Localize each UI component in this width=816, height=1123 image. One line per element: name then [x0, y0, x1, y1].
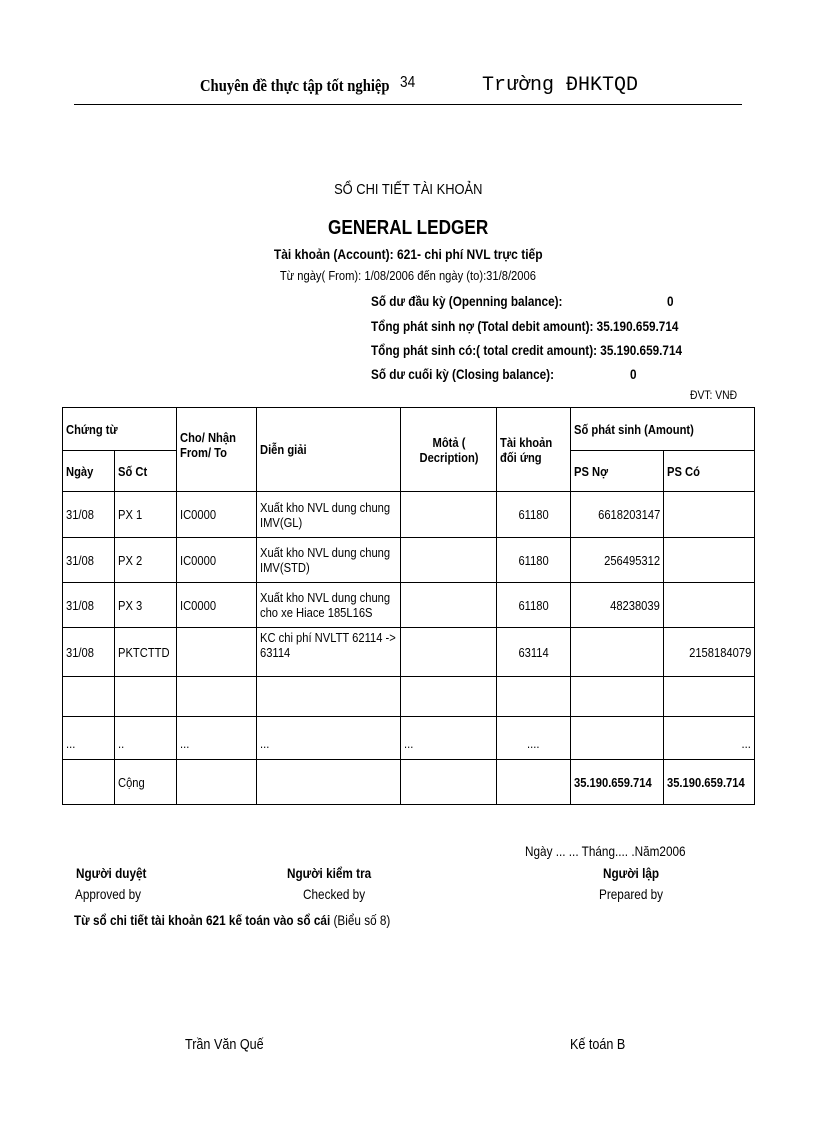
- cell-description: Xuất kho NVL dung chung IMV(GL): [257, 492, 401, 538]
- header-note: Môtả ( Decription): [401, 408, 497, 492]
- cell-description: ...: [257, 717, 401, 760]
- cell-date: 31/08: [63, 492, 115, 538]
- cell-debit: [571, 628, 664, 677]
- total-debit-line: Tổng phát sinh nợ (Total debit amount): 35.190.659.714: [371, 318, 679, 334]
- cell-voucher-no: PX 3: [115, 583, 177, 628]
- cell-account: 61180: [497, 492, 571, 538]
- table-row: [63, 538, 755, 583]
- header-credit: PS Có: [664, 451, 755, 492]
- cell-date: 31/08: [63, 583, 115, 628]
- header-from-to: Cho/ Nhận From/ To: [177, 408, 257, 492]
- cell-credit: [664, 583, 755, 628]
- header-date: Ngày: [63, 451, 115, 492]
- checker-en: Checked by: [303, 886, 366, 902]
- cell-voucher-no: [115, 677, 177, 717]
- cell-description: Xuất kho NVL dung chung IMV(STD): [257, 538, 401, 583]
- closing-balance-value: 0: [630, 366, 637, 382]
- cell-credit: [664, 492, 755, 538]
- cell-account: ....: [497, 717, 571, 760]
- table-row: [63, 717, 755, 760]
- table-row: [63, 492, 755, 538]
- table-row: [63, 583, 755, 628]
- opening-balance-value: 0: [667, 293, 674, 309]
- cell-voucher-no: PX 1: [115, 492, 177, 538]
- cell-from-to: IC0000: [177, 583, 257, 628]
- cell-debit: [571, 717, 664, 760]
- ledger-title-en: GENERAL LEDGER: [327, 217, 489, 239]
- closing-balance-label: Số dư cuối kỳ (Closing balance):: [371, 366, 554, 382]
- cell-description: Xuất kho NVL dung chung cho xe Hiace 185L16S: [257, 583, 401, 628]
- cell-credit: [664, 677, 755, 717]
- cell-account: 63114: [497, 628, 571, 677]
- cell-date: ...: [63, 717, 115, 760]
- cell-debit: 48238039: [571, 583, 664, 628]
- header-left-title: Chuyên đề thực tập tốt nghiệp: [200, 76, 390, 95]
- opening-balance-label: Số dư đầu kỳ (Openning balance):: [371, 293, 563, 309]
- date-line: Ngày ... ... Tháng.... .Năm2006: [525, 843, 686, 859]
- cell-credit: 2158184079: [664, 628, 755, 677]
- cell-credit: ...: [664, 717, 755, 760]
- preparer-en: Prepared by: [599, 886, 664, 902]
- total-row: [63, 760, 755, 805]
- cell-voucher-no: PKTCTTD: [115, 628, 177, 677]
- approver-vn: Người duyệt: [76, 865, 147, 881]
- header-debit: PS Nợ: [571, 451, 664, 492]
- cell-note: [401, 628, 497, 677]
- header-counter-account: Tài khoản đối ứng: [497, 408, 571, 492]
- cell-from-to: IC0000: [177, 538, 257, 583]
- ledger-title-vn: SỔ CHI TIẾT TÀI KHOẢN: [333, 181, 483, 198]
- cell-note: ...: [401, 717, 497, 760]
- signature-left-name: Trần Văn Quế: [185, 1036, 264, 1053]
- cell-note: [401, 492, 497, 538]
- checker-vn: Người kiểm tra: [287, 865, 372, 881]
- cell-credit: [664, 538, 755, 583]
- total-empty-cell: [401, 760, 497, 805]
- approver-en: Approved by: [75, 886, 142, 902]
- currency-unit: ĐVT: VNĐ: [690, 388, 738, 402]
- cell-debit: 256495312: [571, 538, 664, 583]
- cell-voucher-no: ..: [115, 717, 177, 760]
- cell-voucher-no: PX 2: [115, 538, 177, 583]
- total-credit: 35.190.659.714: [664, 760, 755, 805]
- total-empty-cell: [177, 760, 257, 805]
- cell-note: [401, 677, 497, 717]
- cell-date: 31/08: [63, 538, 115, 583]
- ledger-table: [62, 407, 755, 805]
- cell-description: KC chi phí NVLTT 62114 -> 63114: [257, 628, 401, 677]
- table-row: [63, 677, 755, 717]
- cell-from-to: [177, 628, 257, 677]
- cell-account: [497, 677, 571, 717]
- header-divider: [74, 104, 742, 105]
- cell-date: [63, 677, 115, 717]
- transfer-note: Từ sổ chi tiết tài khoản 621 kế toán vào sổ cái (Biểu số 8): [74, 912, 391, 928]
- total-debit: 35.190.659.714: [571, 760, 664, 805]
- cell-from-to: ...: [177, 717, 257, 760]
- cell-debit: 6618203147: [571, 492, 664, 538]
- page-number: 34: [400, 74, 416, 91]
- header-voucher-no: Số Ct: [115, 451, 177, 492]
- header-right-title: Trường ĐHKTQD: [482, 74, 639, 97]
- cell-account: 61180: [497, 538, 571, 583]
- total-credit-line: Tổng phát sinh có:( total credit amount): 35.190.659.714: [371, 342, 683, 358]
- cell-description: [257, 677, 401, 717]
- total-empty-cell: [63, 760, 115, 805]
- total-empty-cell: [257, 760, 401, 805]
- preparer-vn: Người lập: [603, 865, 660, 881]
- header-amount: Số phát sinh (Amount): [571, 408, 755, 451]
- header-description: Diễn giải: [257, 408, 401, 492]
- period-line: Từ ngày( From): 1/08/2006 đến ngày (to):31/8/2006: [279, 268, 537, 283]
- header-voucher: Chứng từ: [63, 408, 177, 451]
- cell-note: [401, 538, 497, 583]
- total-empty-cell: [497, 760, 571, 805]
- cell-date: 31/08: [63, 628, 115, 677]
- cell-account: 61180: [497, 583, 571, 628]
- cell-debit: [571, 677, 664, 717]
- account-line: Tài khoản (Account): 621- chi phí NVL trực tiếp: [273, 246, 543, 262]
- table-row: [63, 628, 755, 677]
- signature-right-name: Kế toán B: [570, 1036, 626, 1053]
- cell-from-to: [177, 677, 257, 717]
- cell-note: [401, 583, 497, 628]
- total-label: Cộng: [115, 760, 177, 805]
- cell-from-to: IC0000: [177, 492, 257, 538]
